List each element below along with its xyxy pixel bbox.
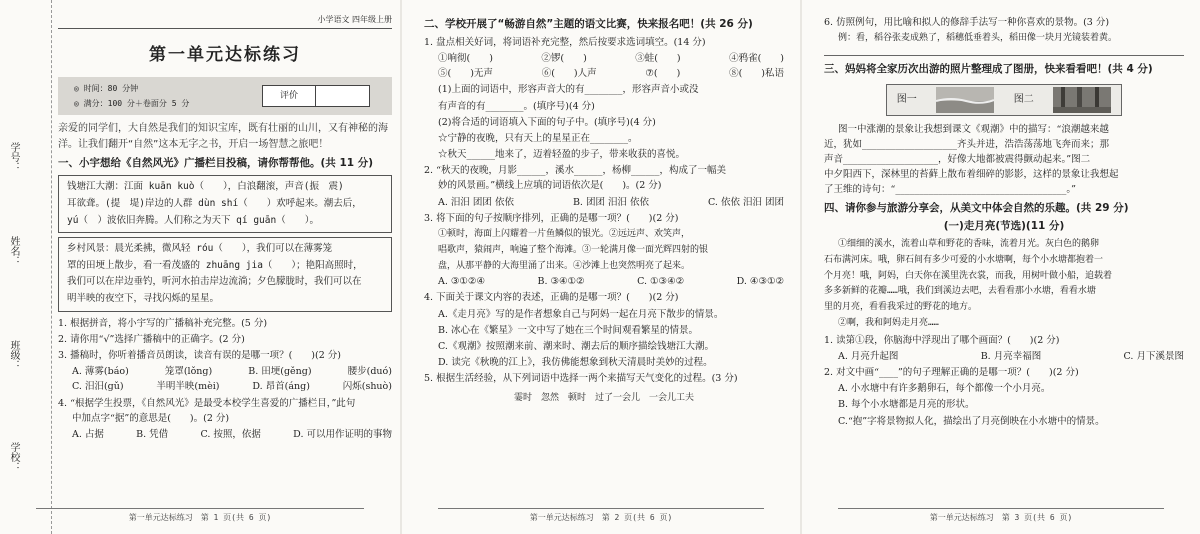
section-1-title: 一、小宇想给《自然风光》广播栏目投稿，请你帮帮他。(共 11 分) — [58, 156, 374, 169]
time-limit: ◎ 时间：80 分钟 — [74, 83, 139, 93]
reading-question-1-options — [824, 349, 1184, 364]
option[interactable]: C. 月下溪景图 — [1123, 350, 1184, 362]
figure-1-label: 图一 — [896, 94, 917, 106]
option[interactable]: A. ③①②④ — [438, 276, 485, 288]
figure-2-forest-photo — [1053, 87, 1111, 113]
word-bank: 霎时 忽然 顿时 过了一会儿 一会儿工夫 — [513, 392, 694, 403]
option[interactable]: 腰步(duó) — [347, 366, 392, 378]
question-1-sub: 有声音的有________。(填序号)(4 分) — [438, 100, 595, 112]
photo-strip — [886, 84, 1122, 116]
question-4-line: 4. “根据学生投票，《自然风光》是最受本校学生喜爱的广播栏目，”此句 — [58, 397, 356, 409]
option[interactable]: C. 按照，依据 — [200, 428, 261, 440]
question-3-options — [58, 364, 392, 379]
evaluation-label: 评价 — [263, 86, 316, 106]
question-2 — [424, 163, 784, 193]
option[interactable]: B. 月亮幸福图 — [980, 350, 1042, 362]
option[interactable]: 闪烁(shuò) — [342, 381, 392, 393]
exam-page-3 — [802, 0, 1200, 534]
box2-line: 罩的田埂上散步，看一看茂盛的 zhuāng jia（ ）；艳阳高照时， — [67, 259, 363, 271]
broadcast-box-2 — [58, 237, 392, 312]
page-footer: 第一单元达标练习 第 3 页(共 6 页) — [802, 512, 1200, 524]
word-blank[interactable]: ①响彻( ) — [438, 52, 493, 64]
option[interactable]: D. ④③①② — [736, 276, 784, 288]
section-3-title: 三、妈妈将全家历次出游的照片整理成了图册，快来看看吧！(共 4 分) — [824, 62, 1153, 75]
option[interactable]: 半明半映(mèi) — [156, 381, 220, 393]
binding-class: 班级： — [8, 340, 19, 370]
text-line: 近，犹如____________________齐头并进，浩浩荡荡地飞奔而来；那 — [824, 138, 1110, 150]
reading-question-2: 2. 对文中画“____”的句子理解正确的是哪一项？( )(2 分) — [824, 367, 1079, 378]
option[interactable]: A. 汨汨 团团 依依 — [438, 196, 514, 208]
exam-title: 第一单元达标练习 — [149, 45, 301, 65]
question-2-options — [424, 195, 784, 210]
exam-page-2 — [402, 0, 800, 534]
option[interactable]: C. 依依 汨汨 团团 — [707, 196, 784, 208]
broadcast-box-1 — [58, 175, 392, 233]
word-row — [424, 51, 784, 66]
option[interactable]: B. ③④①② — [537, 276, 585, 288]
word-row — [424, 66, 784, 81]
option[interactable]: C. ①③④② — [637, 276, 685, 288]
option[interactable]: 笼罩(lǒng) — [164, 366, 213, 378]
binding-strip — [0, 0, 52, 534]
word-blank[interactable]: ③蛙( ) — [635, 52, 681, 64]
box2-line: 我们可以在岸边垂钓，听河水拍击岸边流淌；夕色朦胧时，我们可以在 — [67, 276, 362, 288]
subsection-title: (一)走月亮(节选)(11 分) — [943, 220, 1065, 233]
question-3: 3. 将下面的句子按顺序排列，正确的是哪一项？( )(2 分) — [424, 212, 679, 224]
figure-2-label: 图二 — [1013, 94, 1034, 106]
box2-line: 乡村风景：晨光柔拂，微风轻 róu（ ），我们可以在薄雾笼 — [67, 243, 333, 255]
word-blank[interactable]: ④鸦雀( ) — [729, 52, 784, 64]
option[interactable]: A. 占据 — [72, 428, 104, 440]
text-line: 盘，从那平静的大海里涌了出来。④沙滩上也突然明亮了起来。 — [438, 260, 691, 271]
box2-line: 明半映的夜空下，寻找闪烁的星星。 — [67, 293, 220, 304]
word-blank[interactable]: ⑥( )人声 — [541, 68, 597, 80]
passage-line: 个月亮！哦，阿妈，白天你在溪里洗衣裳，而我，用树叶做小船，追载着 — [824, 270, 1113, 281]
question-1-sub: (2)将合适的词语填入下面的句子中。(填序号)(4 分) — [438, 116, 656, 128]
intro-text: 亲爱的同学们，大自然是我们的知识宝库，既有壮丽的山川，又有神秘的海洋。让我们翻开“自然”这本无字之书，开启一场智慧之旅吧！ — [58, 122, 388, 150]
option[interactable]: D. 昂首(áng) — [252, 381, 310, 393]
answer-line[interactable] — [824, 55, 1184, 56]
question-1: 1. 盘点相关好词，将词语补充完整，然后按要求选词填空。(14 分) — [424, 36, 706, 48]
text-line: 图一中涨潮的景象让我想到课文《观潮》中的描写：“浪潮越来越 — [838, 123, 1109, 135]
option[interactable]: A.《走月亮》写的是作者想象自己与阿妈一起在月亮下散步的情景。 — [438, 308, 724, 320]
option[interactable]: B. 凭借 — [136, 428, 169, 440]
section-4-title: 四、请你参与旅游分享会，从美文中体会自然的乐趣。(共 29 分) — [824, 201, 1129, 214]
box1-line: 耳欲聋。(提 堤)岸边的人群 dùn shí（ ）欢呼起来。潮去后， — [67, 197, 362, 209]
question-4 — [58, 396, 392, 426]
option[interactable]: B. 团团 汨汨 依依 — [572, 196, 649, 208]
page-2-content — [424, 14, 784, 406]
page-footer: 第一单元达标练习 第 1 页(共 6 页) — [0, 512, 400, 524]
question-3-options — [424, 274, 784, 289]
section-2-title: 二、学校开展了“畅游自然”主题的语文比赛，快来报名吧！(共 26 分) — [424, 18, 753, 30]
passage-line: 石布满河床。哦，卵石间有多少可爱的小水塘啊，每个小水塘都抱着一 — [824, 254, 1104, 265]
exam-page-1 — [0, 0, 400, 534]
option[interactable]: B. 田埂(gěng) — [248, 366, 312, 378]
page-3-content — [824, 14, 1184, 430]
option[interactable]: A. 月亮升起图 — [838, 350, 899, 362]
question-4-options — [58, 427, 392, 442]
text-line: ①顿时，海面上闪耀着一片鱼鳞似的银光。②远远声、欢笑声， — [438, 229, 691, 239]
binding-school: 学校： — [8, 442, 19, 472]
option[interactable]: B. 冰心在《繁星》一文中写了她在三个时间观看繁星的情景。 — [438, 324, 699, 336]
passage-line: ②啊，我和阿妈走月亮…… — [838, 317, 939, 328]
option[interactable]: A. 薄雾(báo) — [72, 366, 129, 378]
option[interactable]: A. 小水塘中有许多鹅卵石，每个都像一个小月亮。 — [838, 383, 1051, 395]
binding-name: 姓名： — [8, 236, 19, 266]
exam-info-bar — [58, 77, 392, 115]
question-3-text — [424, 227, 784, 274]
question-2-line: 妙的风景画。”横线上应填的词语依次是( )。(2 分) — [438, 180, 662, 192]
question-5: 5. 根据生活经验，从下列词语中选择一两个来描写天气变化的过程。(3 分) — [424, 373, 738, 385]
section-3-text — [824, 122, 1184, 198]
question-3-options — [58, 379, 392, 394]
word-blank[interactable]: ⑧( )私语 — [729, 68, 784, 80]
passage-line: 多多新鲜的花瓣……哦，我们到溪边去吧，去看看那小水塘，看看水塘 — [824, 286, 1096, 297]
word-blank[interactable]: ②锣( ) — [541, 52, 587, 64]
option[interactable]: C.《观潮》按照潮来前、潮来时、潮去后的顺序描绘钱塘江大潮。 — [438, 341, 714, 352]
subject-header: 小学语文 四年级上册 — [58, 14, 392, 29]
reading-passage — [824, 237, 1184, 332]
text-line: 中夕阳西下，深林里的苔藓上散布着细碎的影影，这样的景象让我想起 — [824, 169, 1119, 181]
question-3: 3. 播稿时，你听着播音员朗读，读音有误的是哪一项？( )(2 分) — [58, 350, 341, 361]
binding-student-id: 学号： — [8, 142, 19, 172]
text-line: 声音____________________，好像大地都被震得颤动起来。”图二 — [824, 154, 1091, 166]
word-blank[interactable]: ⑤( )无声 — [438, 68, 493, 80]
question-2: 2. 请你用“√”选择广播稿中的正确字。(2 分) — [58, 333, 245, 345]
question-2-line: 2. “秋天的夜晚，月影______，溪水______，杨柳______，构成了一幅美 — [424, 165, 726, 177]
option[interactable]: D. 可以用作证明的事物 — [293, 428, 392, 440]
question-1-sub: ☆宁静的夜晚，只有天上的星星正在________。 — [438, 132, 638, 144]
box1-line: yú（ ）波依旧奔腾。人们称之为天下 qí guān（ ）。 — [67, 214, 319, 226]
question-1: 1. 根据拼音，将小宇写的广播稿补充完整。(5 分) — [58, 317, 268, 329]
question-6-example: 例：看，稻谷张麦成熟了，稻穗低垂着头，稻田像一块月光镜装着黄。 — [838, 33, 1118, 44]
question-6: 6. 仿照例句，用比喻和拟人的修辞手法写一种你喜欢的景物。(3 分) — [824, 17, 1110, 28]
text-line: 唱歌声，猿闹声，响遍了整个海滩。③一轮满月像一面光辉四射的银 — [438, 244, 709, 255]
page-footer: 第一单元达标练习 第 2 页(共 6 页) — [402, 512, 800, 524]
full-score: ◎ 满分：100 分＋卷面分 5 分 — [74, 98, 190, 108]
word-blank[interactable]: ⑦( ) — [645, 68, 681, 80]
passage-line: ①细细的溪水，流着山草和野花的香味，流着月光。灰白色的鹅卵 — [838, 239, 1100, 250]
reading-question-1: 1. 读第①段，你脑海中浮现出了哪个画面？( )(2 分) — [824, 334, 1060, 346]
option[interactable]: B. 每个小水塘都是月亮的形状。 — [838, 399, 975, 411]
option[interactable]: C. 汨汨(gǔ) — [72, 381, 124, 393]
figure-1-tide-photo — [936, 87, 994, 113]
passage-line: 里的月亮，看看我采过的野花的地方。 — [824, 302, 978, 313]
box1-line: 钱塘江大潮：江面 kuān kuò（ ），白浪翻滚，声音(振 震) — [67, 181, 344, 193]
text-line: 了王维的诗句：“____________________________________。” — [824, 184, 1076, 196]
question-4-line: 中加点字“据”的意思是( )。(2 分) — [72, 412, 230, 424]
question-1-sub: (1)上面的词语中，形容声音大的有________，形容声音小或没 — [438, 84, 699, 96]
option[interactable]: D. 读完《秋晚的江上》，我仿佛能想象到秋天清晨时美妙的过程。 — [438, 357, 713, 369]
question-4: 4. 下面关于课文内容的表述，正确的是哪一项？( )(2 分) — [424, 292, 679, 304]
question-1-sub: ☆秋天______地来了，迈着轻盈的步子，带来收获的喜悦。 — [438, 149, 686, 161]
evaluation-box — [262, 85, 370, 107]
evaluation-field[interactable] — [316, 86, 369, 106]
page-1-content — [58, 14, 392, 442]
option[interactable]: C.“抱”字将景物拟人化，描绘出了月亮倒映在小水塘中的情景。 — [838, 415, 1105, 427]
